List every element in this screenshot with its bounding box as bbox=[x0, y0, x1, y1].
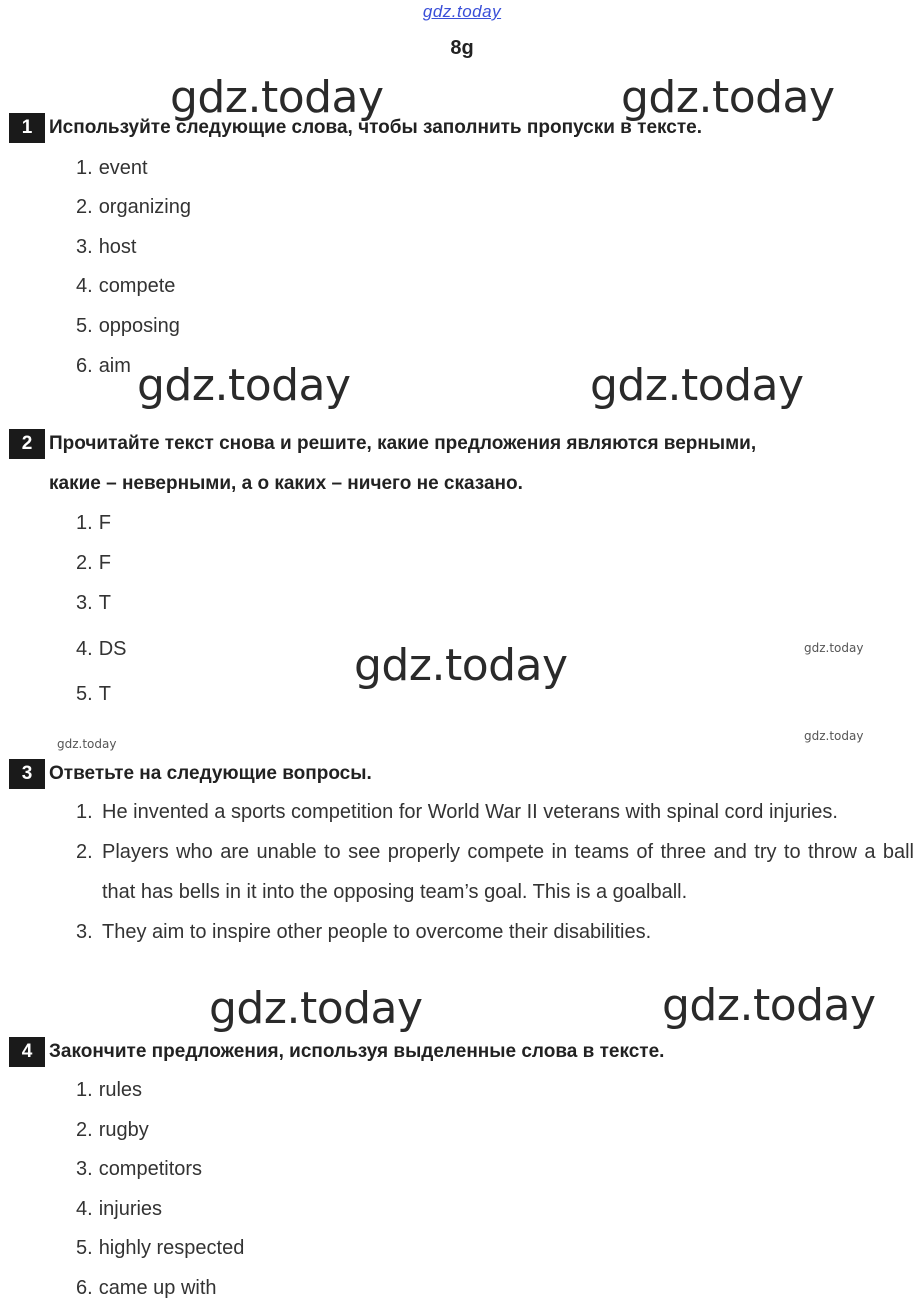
list-item: 3. T bbox=[76, 592, 111, 614]
section-number-badge: 4 bbox=[9, 1037, 45, 1067]
list-item: 1. He invented a sports competition for World War II veterans with spinal cord injuries. bbox=[76, 801, 838, 823]
section-heading: Закончите предложения, используя выделенные слова в тексте. bbox=[49, 1041, 665, 1062]
list-item: 4. DS bbox=[76, 638, 127, 660]
section-heading: Ответьте на следующие вопросы. bbox=[49, 763, 372, 784]
page-title: 8g bbox=[450, 37, 474, 59]
watermark: gdz.today bbox=[137, 360, 351, 411]
watermark: gdz.today bbox=[209, 983, 423, 1034]
list-item: 2. F bbox=[76, 552, 111, 574]
list-item: 2. organizing bbox=[76, 196, 191, 218]
list-item: 5. T bbox=[76, 683, 111, 705]
list-item: 5. opposing bbox=[76, 315, 180, 337]
watermark: gdz.today bbox=[590, 360, 804, 411]
list-item: 2. Players who are unable to see properly compete in teams of three and try to throw a ball that has bells in it into the opposing team’s goal. This is a goalball. bbox=[76, 841, 914, 903]
watermark-small: gdz.today bbox=[804, 641, 864, 655]
watermark-small: gdz.today bbox=[57, 737, 117, 751]
section-heading: Прочитайте текст снова и решите, какие предложения являются верными, bbox=[49, 433, 757, 454]
list-item: 3. host bbox=[76, 236, 137, 258]
list-item: 6. came up with bbox=[76, 1277, 217, 1299]
watermark: gdz.today bbox=[354, 640, 568, 691]
list-item: 3. competitors bbox=[76, 1158, 203, 1180]
list-item: 4. compete bbox=[76, 275, 176, 297]
section-number-badge: 1 bbox=[9, 113, 45, 143]
list-item: 5. highly respected bbox=[76, 1237, 245, 1259]
watermark: gdz.today bbox=[621, 72, 835, 123]
section-number-badge: 2 bbox=[9, 429, 45, 459]
list-item: 1. rules bbox=[76, 1079, 143, 1101]
watermark: gdz.today bbox=[662, 980, 876, 1031]
list-item: 4. injuries bbox=[76, 1198, 163, 1220]
site-link[interactable]: gdz.today bbox=[422, 2, 502, 21]
list-item: 3. They aim to inspire other people to overcome their disabilities. bbox=[76, 921, 652, 943]
section-number-badge: 3 bbox=[9, 759, 45, 789]
list-item: 6. aim bbox=[76, 355, 131, 377]
list-item: 2. rugby bbox=[76, 1119, 149, 1141]
section-heading: Используйте следующие слова, чтобы заполнить пропуски в тексте. bbox=[49, 117, 702, 138]
watermark-small: gdz.today bbox=[804, 729, 864, 743]
watermark: gdz.today bbox=[170, 72, 384, 123]
list-item: 1. event bbox=[76, 157, 148, 179]
answer-list bbox=[76, 792, 914, 952]
section-heading: какие – неверными, а о каких – ничего не сказано. bbox=[49, 473, 523, 494]
list-item: 1. F bbox=[76, 512, 111, 534]
